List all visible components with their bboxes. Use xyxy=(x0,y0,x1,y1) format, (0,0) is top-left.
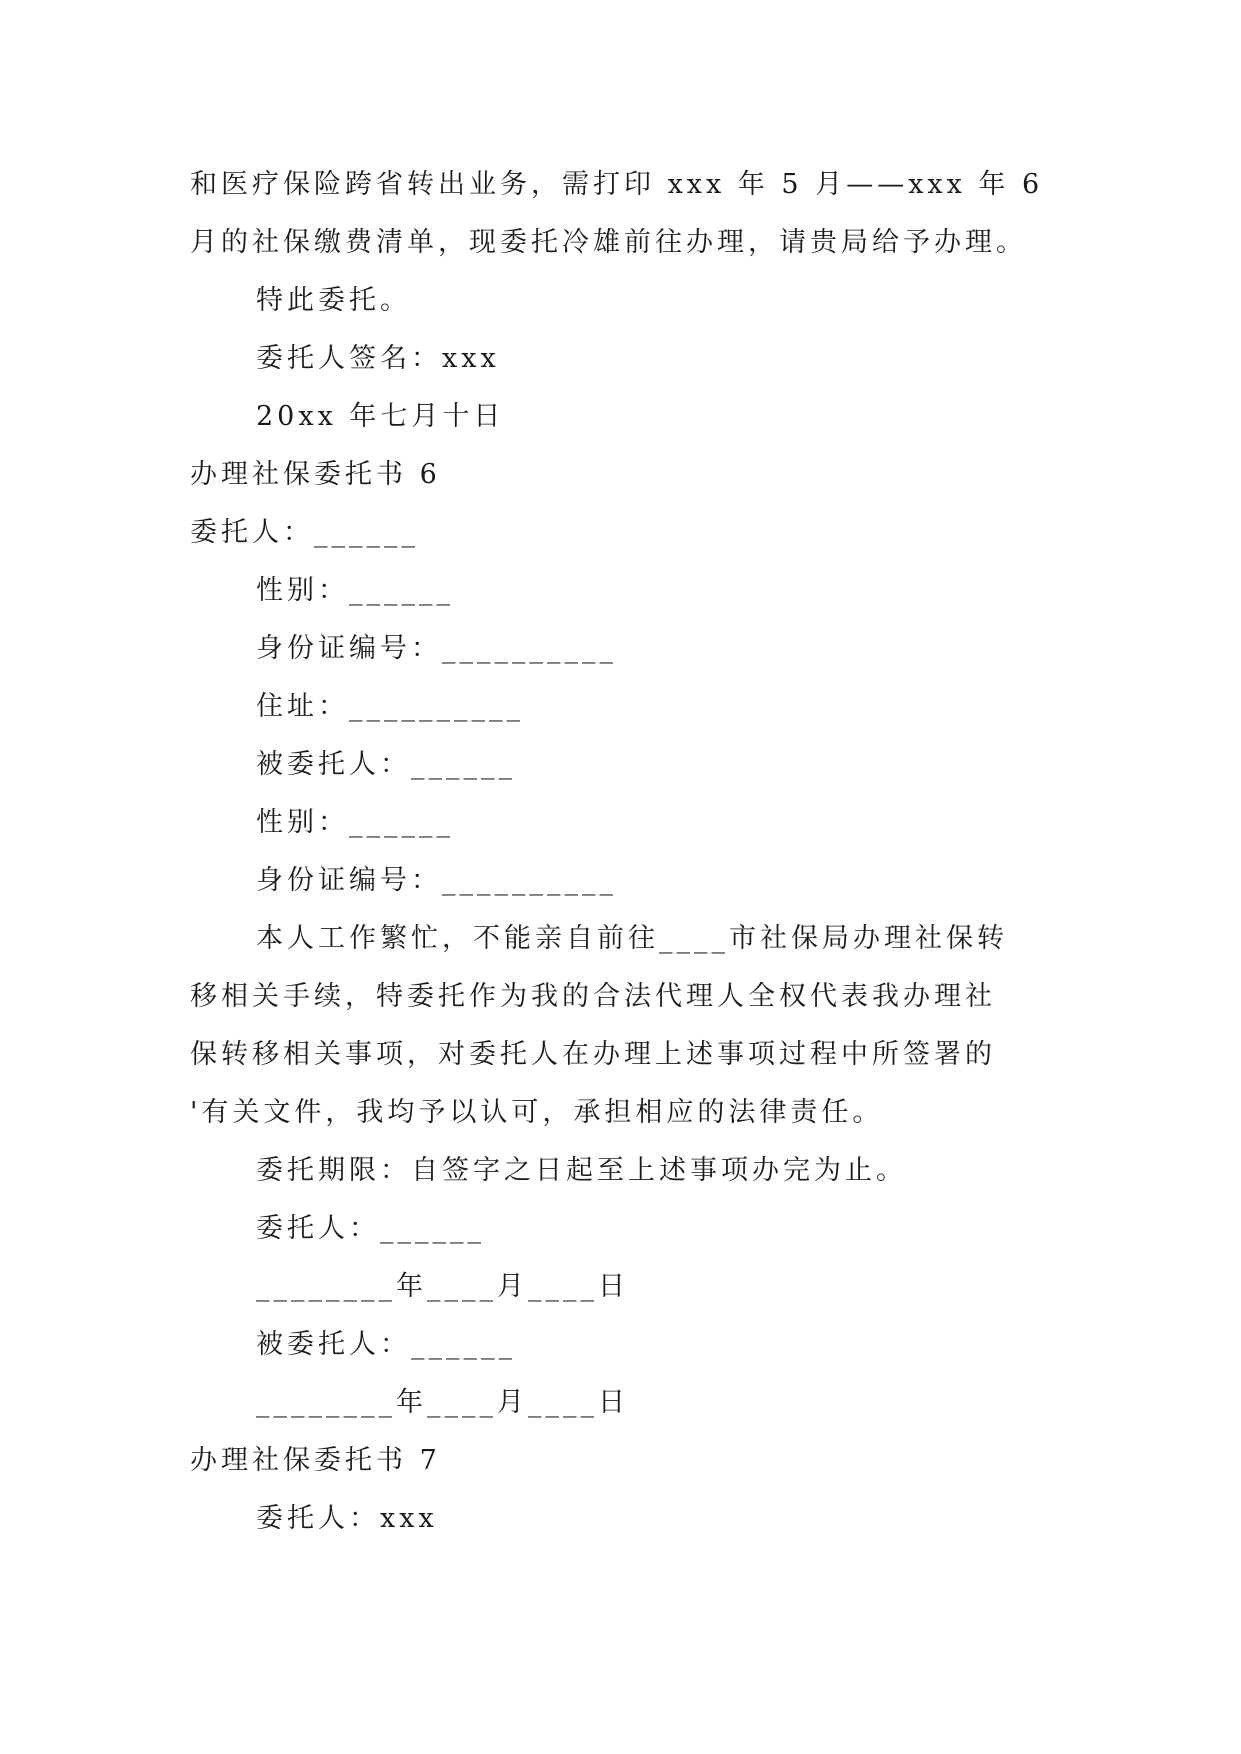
form-field-line: 住址：__________ xyxy=(256,691,524,722)
form-field-line: 委托人：xxx xyxy=(256,1503,438,1534)
body-paragraph-line: 特此委托。 xyxy=(256,285,411,316)
body-paragraph-line: 保转移相关事项，对委托人在办理上述事项过程中所签署的 xyxy=(190,1039,996,1070)
form-field-line: 被委托人：______ xyxy=(256,1329,516,1360)
body-paragraph-line: 和医疗保险跨省转出业务，需打印 xxx 年 5 月——xxx 年 6 xyxy=(190,169,1044,200)
body-paragraph-line: 移相关手续，特委托作为我的合法代理人全权代表我办理社 xyxy=(190,981,996,1012)
form-field-line: 委托人：______ xyxy=(256,1213,485,1244)
form-field-line: 身份证编号：__________ xyxy=(256,633,617,664)
date-line: 20xx 年七月十日 xyxy=(256,401,505,432)
date-line: ________年____月____日 xyxy=(256,1271,629,1302)
section-heading: 办理社保委托书 7 xyxy=(190,1445,441,1476)
section-heading: 办理社保委托书 6 xyxy=(190,459,441,490)
date-line: ________年____月____日 xyxy=(256,1387,629,1418)
form-field-line: 性别：______ xyxy=(256,807,454,838)
body-paragraph-line: 本人工作繁忙，不能亲自前往____市社保局办理社保转 xyxy=(256,923,1008,954)
form-field-line: 身份证编号：__________ xyxy=(256,865,617,896)
body-paragraph-line: 月的社保缴费清单，现委托冷雄前往办理，请贵局给予办理。 xyxy=(190,227,1027,258)
form-field-line: 被委托人：______ xyxy=(256,749,516,780)
form-field-line: 委托人：______ xyxy=(190,517,419,548)
form-field-line: 性别：______ xyxy=(256,575,454,606)
signature-line: 委托人签名：xxx xyxy=(256,343,500,374)
body-paragraph-line: 委托期限：自签字之日起至上述事项办完为止。 xyxy=(256,1155,907,1186)
body-paragraph-line: '有关文件，我均予以认可，承担相应的法律责任。 xyxy=(190,1097,884,1128)
